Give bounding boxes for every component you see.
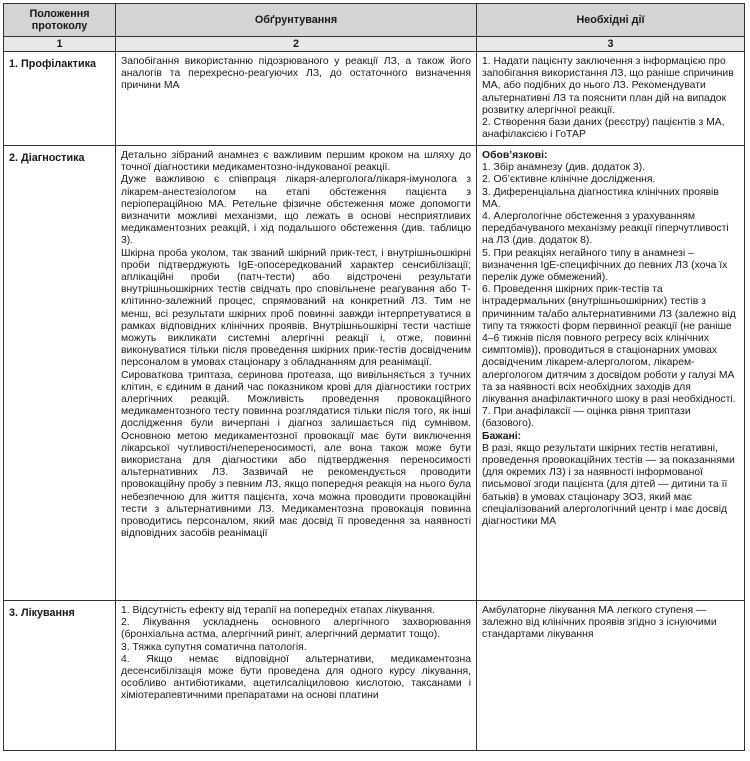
justification-paragraph: Шкірна проба уколом, так званий шкірний прик-тест, і внутрішньошкірні проби підтверджують IgE-опосередкований характер сенсибілізації; аплікаційні проби (патч-тести) або відстрочені результати внутрішньошкірних тестів свідчать про сповільнене реагування або Т-клітинно-залежний процес, спрямований на конкретний ЛЗ. Тим не менш, всі результати шкірних проб повинні завжди інтерпретуватися в рамках відповідних клінічних проявів. Внутрішньошкірні тести частіше можуть викликати системні алергічні реакції і, отже, повинні виконуватися тільки після проведення шкірних прик-тестів досвідченим персоналом в умовах стаціонару з обладнанням для реанімації. bbox=[121, 247, 471, 369]
justification-cell bbox=[116, 52, 477, 146]
justification-paragraph: Запобігання використанню підозрюваного у реакції ЛЗ, а також його аналогів та перехресно-реагуючих ЛЗ, до остаточного визначення причини МА bbox=[121, 56, 471, 92]
table-row-prevention bbox=[4, 52, 745, 146]
desired-label: Бажані: bbox=[482, 430, 522, 442]
justification-paragraph: Детально зібраний анамнез є важливим першим кроком на шляху до точної діагностики медикаментозно-індукованої реакції. bbox=[121, 150, 471, 174]
action-item: 2. Створення бази даних (реєстру) пацієнтів з МА, анафілаксією і ГоТАР bbox=[482, 117, 725, 141]
row-title: 3. Лікування bbox=[9, 607, 75, 619]
desired-item: В разі, якщо результати шкірних тестів негативні, проведення провокаційних тестів — за показаннями (для окремих ЛЗ) і за наявності інформованої письмової згоди пацієнта (для дітей — дитини та її батьків) в умовах стаціонару ЗОЗ, який має спеціалізований алергологічний центр і має досвід діагностики МА bbox=[482, 442, 735, 528]
header-protocol-position: Положення протоколу bbox=[4, 4, 116, 37]
actions-cell bbox=[477, 146, 745, 601]
action-item: 1. Збір анамнезу (див. додаток 3). bbox=[482, 162, 646, 174]
justification-paragraph: Дуже важливою є співпраця лікаря-алерголога/лікаря-імунолога з лікарем-анестезіологом на етапі обстеження пацієнта з періопераційною МА. Ретельне фізичне обстеження може допомогти визначити можливі механізми, що лежать в основі несприятливих медикаментозних реакцій, і хід подальшого обстеження (див. таблицю 3). bbox=[121, 174, 471, 247]
column-number: 1 bbox=[4, 37, 116, 52]
action-item: 5. При реакціях негайного типу в анамнезі – визначення IgE-специфічних до певних ЛЗ (хоча їх перелік дуже обмежений). bbox=[482, 247, 728, 284]
protocol-table-wrapper bbox=[3, 3, 744, 751]
protocol-table bbox=[3, 3, 745, 751]
justification-paragraph: 4. Якщо немає відповідної альтернативи, медикаментозна десенсибілізація може бути проведена для одного курсу лікування, особливо антибіотиками, ацетилсаліциловою кислотою, таксанами і хіміотерапевтичними препаратами на основі платини bbox=[121, 653, 471, 702]
column-number: 2 bbox=[116, 37, 477, 52]
table-row-diagnostics bbox=[4, 146, 745, 601]
justification-paragraph: 3. Тяжка супутня соматична патологія. bbox=[121, 641, 307, 653]
header-justification: Обґрунтування bbox=[116, 4, 477, 37]
actions-cell bbox=[477, 52, 745, 146]
justification-paragraph: 1. Відсутність ефекту від терапії на попередніх етапах лікування. bbox=[121, 605, 435, 616]
justification-cell bbox=[116, 146, 477, 601]
row-title-cell bbox=[4, 601, 116, 751]
action-item: 7. При анафілаксії — оцінка рівня триптази (базового). bbox=[482, 406, 691, 430]
action-item: 6. Проведення шкірних прик-тестів та інтрадермальних (внутрішньошкірних) тестів з причинним та/або альтернативними ЛЗ (залежно від типу та тяжкості форм первинної реакції (не раніше 4–6 тижнів після повного регресу всіх клінічних симптомів)), проводиться в стаціонарних умовах досвідченим лікарем-алергологом, лікарем-алергологом дитячим з досвідом роботи у галузі МА та за наявності всіх необхідних заходів для лікування анафілактичного шоку в разі необхідності. bbox=[482, 284, 736, 406]
header-row bbox=[4, 4, 745, 37]
actions-cell bbox=[477, 601, 745, 751]
action-item: Амбулаторне лікування МА легкого ступеня — залежно від клінічних проявів згідно з існуючими стандартами лікування bbox=[482, 605, 717, 641]
header-required-actions: Необхідні дії bbox=[477, 4, 745, 37]
column-number-row bbox=[4, 37, 745, 52]
row-title-cell bbox=[4, 146, 116, 601]
action-item: 4. Алергологічне обстеження з урахуванням передбачуваного механізму реакції гіперчутливості на ЛЗ (див. додаток 8). bbox=[482, 211, 729, 247]
justification-paragraph: 2. Лікування ускладнень основного алергічного захворювання (бронхіальна астма, алергічний риніт, алергічний дерматит тощо). bbox=[121, 617, 471, 641]
action-item: 2. Об’єктивне клінічне дослідження. bbox=[482, 174, 656, 186]
table-row-treatment bbox=[4, 601, 745, 751]
row-title-cell bbox=[4, 52, 116, 146]
action-item: 1. Надати пацієнту заключення з інформацією про запобігання використання ЛЗ, що раніше спричинив МА, або подібних до нього ЛЗ. Рекомендувати альтернативні ЛЗ та пояснити план дій на випадок розвитку алергічної реакції. bbox=[482, 56, 734, 116]
mandatory-label: Обов’язкові: bbox=[482, 150, 548, 161]
action-item: 3. Диференціальна діагностика клінічних проявів МА. bbox=[482, 186, 719, 210]
row-title: 2. Діагностика bbox=[9, 152, 85, 164]
justification-paragraph: Сироваткова триптаза, серинова протеаза, що вивільняється з тучних клітин, є єдиним в даний час показником крові для діагностики гострих алергічних реакцій. Можливість проведення провокаційного медикаментозного тесту повинна розглядатися тільки після того, як інші дослідження були вичерпані і діагноз залишається під сумнівом. Основною метою медикаментозної провокації має бути виключення лікарської чутливості/непереносимості, але вона також може бути використана для діагностики або підтвердження переносимості альтернативних ЛЗ. Зазвичай не рекомендується проводити провокаційну пробу з певним ЛЗ, якщо попередня реакція на нього була небезпечною для життя пацієнта, хоча можна проводити провокаційні тести з альтернативними ЛЗ. Медикаментозна провокація повинна проводитись персоналом, який має досвід її проведення за наявності відповідних засобів реанімації bbox=[121, 369, 471, 540]
column-number: 3 bbox=[477, 37, 745, 52]
row-title: 1. Профілактика bbox=[9, 58, 97, 70]
justification-cell bbox=[116, 601, 477, 751]
